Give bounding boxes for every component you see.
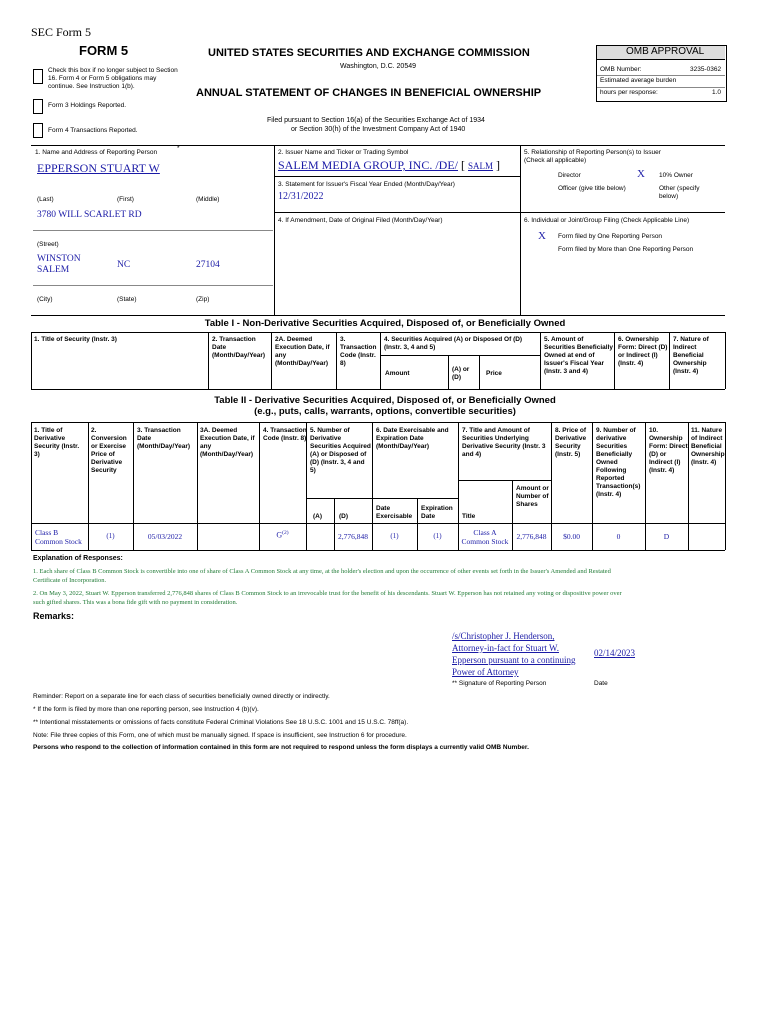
omb-number-value: 3235-0362: [690, 66, 722, 73]
form3-label: Form 3 Holdings Reported.: [48, 102, 127, 109]
t2-col2: 2. Conversion or Exercise Price of Derivative Security: [91, 427, 127, 474]
t2-col6: 6. Date Exercisable and Expiration Date (Month/Day/Year): [376, 427, 449, 450]
t1-col4-price: Price: [486, 370, 502, 377]
form4-checkbox[interactable]: [33, 123, 43, 138]
t1-col2: 2. Transaction Date (Month/Day/Year): [212, 336, 266, 359]
officer-label: Officer (give title below): [558, 185, 626, 192]
omb-hours-label: hours per response:: [600, 89, 658, 96]
first-label: (First): [117, 196, 134, 203]
director-mark[interactable]: X: [637, 168, 645, 180]
t2-col3a: 3A. Deemed Execution Date, if any (Month/Day/Year): [200, 427, 255, 458]
fiscal-year-value: 12/31/2022: [278, 191, 324, 202]
statement-title: ANNUAL STATEMENT OF CHANGES IN BENEFICIAL OWNERSHIP: [196, 87, 542, 99]
other-label: Other (specify below): [659, 185, 700, 200]
table1-title: Table I - Non-Derivative Securities Acquired, Disposed of, or Beneficially Owned: [204, 318, 566, 329]
table2-title: Table II - Derivative Securities Acquired, Disposed of, or Beneficially Owned: [214, 395, 556, 406]
footer-note-1: * If the form is filed by more than one reporting person, see Instruction 4 (b)(v).: [33, 706, 259, 713]
t2-col1: 1. Title of Derivative Security (Instr. 3): [34, 427, 80, 458]
t2-col10: 10. Ownership Form: Direct (D) or Indirect (I) (Instr. 4): [649, 427, 688, 474]
no-longer-subject-checkbox[interactable]: [33, 69, 43, 84]
explanation-title: Explanation of Responses:: [33, 555, 123, 562]
one-person-mark[interactable]: X: [538, 230, 546, 242]
t1-col7: 7. Nature of Indirect Beneficial Ownership (Instr. 4): [673, 336, 709, 375]
t2-col11: 11. Nature of Indirect Beneficial Ownership (Instr. 4): [691, 427, 725, 466]
footer-note-2: ** Intentional misstatements or omissions of facts constitute Federal Criminal Violations See 18 U.S.C. 1001 and 15 U.S.C. 78ff(a).: [33, 719, 409, 726]
last-label: (Last): [37, 196, 54, 203]
remarks-title: Remarks:: [33, 611, 75, 621]
issuer-name[interactable]: SALEM MEDIA GROUP, INC. /DE/: [278, 158, 459, 172]
t2-row-owned: 0: [616, 532, 621, 541]
form4-label: Form 4 Transactions Reported.: [48, 127, 138, 134]
t2-row-form: D: [663, 532, 670, 541]
t2-col7: 7. Title and Amount of Securities Underlying Derivative Security (Instr. 3 and 4): [462, 427, 546, 458]
t2-col5: 5. Number of Derivative Securities Acquired (A) or Disposed of (D) (Instr. 3, 4 and 5): [310, 427, 371, 474]
omb-title: OMB APPROVAL: [626, 46, 705, 57]
zip-value: 27104: [196, 260, 220, 270]
pursuant-line-2: or Section 30(h) of the Investment Company Act of 1940: [291, 126, 466, 133]
table2-subtitle: (e.g., puts, calls, warrants, options, convertible securities): [254, 406, 516, 417]
state-label: (State): [117, 296, 137, 303]
middle-label: (Middle): [196, 196, 220, 203]
issuer-label: 2. Issuer Name and Ticker or Trading Symbol: [278, 149, 409, 156]
t1-col1: 1. Title of Security (Instr. 3): [34, 336, 117, 343]
t1-col2a: 2A. Deemed Execution Date, if any (Month/Day/Year): [275, 336, 330, 367]
date-label: Date: [594, 680, 608, 687]
signature-block: /s/Christopher J. Henderson, Attorney-in-fact for Stuart W. Epperson pursuant to a continuing Power of Attorney: [452, 631, 576, 677]
omb-burden-label: Estimated average burden: [600, 77, 677, 84]
t2-row-expiration: (1): [433, 532, 442, 540]
signature-date: 02/14/2023: [594, 648, 636, 658]
issuer-name-ticker: SALEM MEDIA GROUP, INC. /DE/ [ SALM ]: [278, 158, 501, 172]
t1-col3: 3. Transaction Code (Instr. 8): [340, 336, 377, 367]
city-value: WINSTON SALEM: [37, 254, 81, 275]
city-label: (City): [37, 296, 53, 303]
issuer-ticker[interactable]: SALM: [468, 161, 494, 171]
reporting-person-label: 1. Name and Address of Reporting Person: [35, 149, 158, 156]
reporting-person-asterisk: *: [177, 145, 180, 152]
t2-row-conversion: (1): [106, 532, 115, 540]
doc-label: SEC Form 5: [31, 25, 92, 39]
t1-col4: 4. Securities Acquired (A) or Disposed Of (D) (Instr. 3, 4 and 5): [384, 336, 523, 351]
t2-col8: 8. Price of Derivative Security (Instr. 5): [555, 427, 587, 458]
form3-checkbox[interactable]: [33, 99, 43, 114]
t2-row-code: $G^{(2)}$: [276, 530, 289, 540]
t2-col5-d: (D): [339, 513, 349, 520]
filing-label: 6. Individual or Joint/Group Filing (Check Applicable Line): [524, 217, 690, 224]
agency-location: Washington, D.C. 20549: [340, 63, 417, 70]
signature-label: ** Signature of Reporting Person: [452, 680, 547, 687]
t2-row-price: $0.00: [563, 532, 580, 541]
t2-row-underlying-amount: 2,776,848: [516, 532, 547, 541]
ten-pct-owner-label: 10% Owner: [659, 172, 693, 179]
relationship-sub: (Check all applicable): [524, 157, 587, 164]
director-label: Director: [558, 172, 581, 179]
footer-note-3: Note: File three copies of this Form, one of which must be manually signed. If space is insufficient, see Instruction 6 for procedure.: [33, 732, 407, 739]
pursuant-line-1: Filed pursuant to Section 16(a) of the Securities Exchange Act of 1934: [267, 117, 485, 124]
t2-col5-a: (A): [313, 513, 323, 520]
t1-col4-ad: (A) or (D): [452, 366, 470, 381]
t2-col9: 9. Number of derivative Securities Beneficially Owned Following Reported Transaction(s) (Instr. 4): [596, 427, 641, 498]
t2-row-title: Class B Common Stock: [35, 528, 82, 546]
t2-col4: 4. Transaction Code (Instr. 8): [263, 427, 307, 442]
t1-col5: 5. Amount of Securities Beneficially Owned at end of Issuer's Fiscal Year (Instr. 3 and 4): [544, 336, 614, 375]
street-label: (Street): [37, 241, 59, 248]
t2-row-date: 05/03/2022: [147, 532, 183, 541]
footer-note-4: Persons who respond to the collection of information contained in this form are not required to respond unless the form displays a currently valid OMB Number.: [33, 744, 529, 751]
t2-col7-title: Title: [462, 513, 476, 520]
explanation-note-2: 2. On May 3, 2022, Stuart W. Epperson transferred 2,776,848 shares of Class B Common Stock to an irrevocable trust for the benefit of his descendants. Stuart W. Epperson has not retained any voting or dispositive power over such gifted shares. This was a bona fide gift with no payment in consideration.: [33, 590, 622, 606]
more-persons-label: Form filed by More than One Reporting Person: [558, 246, 694, 253]
explanation-note-1: 1. Each share of Class B Common Stock is convertible into one of share of Class A Common Stock at any time, at the holder's election and upon the occurrence of other events set forth in the Issuer's Amended and Restated Certificate of Incorporation.: [33, 568, 611, 584]
agency-name: UNITED STATES SECURITIES AND EXCHANGE COMMISSION: [208, 47, 530, 59]
state-value: NC: [117, 260, 131, 270]
t2-row-underlying-title: Class A Common Stock: [461, 528, 509, 546]
amendment-label: 4. If Amendment, Date of Original Filed (Month/Day/Year): [278, 217, 443, 224]
street-value: 3780 WILL SCARLET RD: [37, 210, 142, 220]
relationship-label: 5. Relationship of Reporting Person(s) to Issuer: [524, 149, 661, 156]
omb-number-label: OMB Number:: [600, 66, 642, 73]
zip-label: (Zip): [196, 296, 210, 303]
t2-col3: 3. Transaction Date (Month/Day/Year): [137, 427, 191, 450]
t2-col7-amount: Amount or Number of Shares: [516, 485, 549, 508]
t2-row-d-amount: 2,776,848: [338, 532, 368, 541]
t2-col6-expiration: Expiration Date: [421, 505, 453, 520]
one-person-label: Form filed by One Reporting Person: [558, 233, 663, 240]
t2-col6-exercisable: Date Exercisable: [376, 505, 413, 520]
omb-hours-value: 1.0: [712, 89, 722, 96]
footer-reminder: Reminder: Report on a separate line for each class of securities beneficially owned directly or indirectly.: [33, 693, 330, 700]
t2-row-exercisable: (1): [390, 532, 399, 540]
t1-col6: 6. Ownership Form: Direct (D) or Indirect (I) (Instr. 4): [618, 336, 668, 367]
fiscal-year-label: 3. Statement for Issuer's Fiscal Year Ended (Month/Day/Year): [278, 181, 455, 188]
form-title: FORM 5: [79, 43, 129, 58]
no-longer-subject-label: Check this box if no longer subject to Section 16. Form 4 or Form 5 obligations may continue. See Instruction 1(b).: [48, 67, 178, 90]
reporting-person-name[interactable]: EPPERSON STUART W: [37, 161, 160, 175]
t1-col4-amount: Amount: [385, 370, 410, 377]
